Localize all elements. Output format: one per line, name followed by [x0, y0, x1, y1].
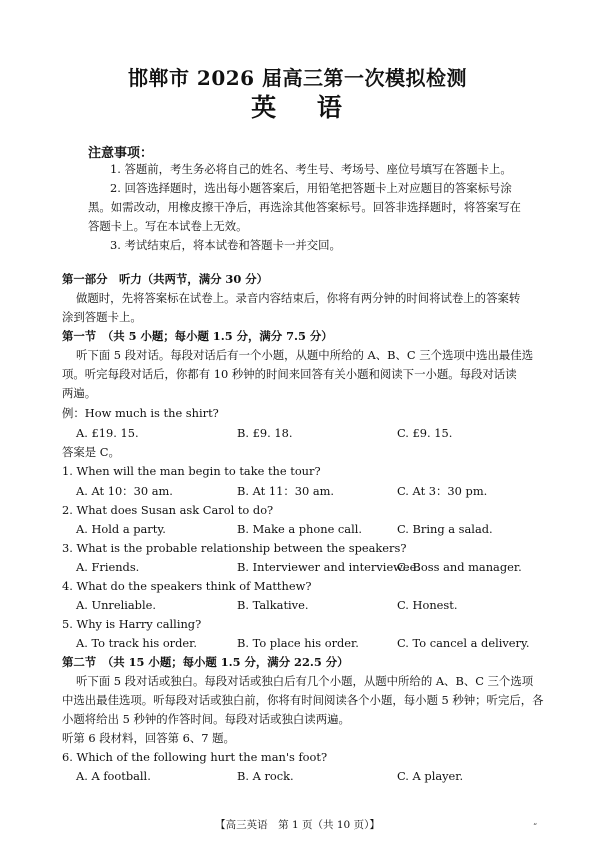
q3-option-b: B. Interviewer and interviewee.: [237, 560, 421, 574]
example-option-a: A. £19. 15.: [76, 426, 139, 440]
question-1: 1. When will the man begin to take the tour?: [62, 464, 321, 478]
q1-option-b: B. At 11：30 am.: [237, 484, 335, 498]
section2-intro-1: 听下面 5 段对话或独白。每段对话或独白后有几个小题，从题中所给的 A、B、C 三个选项: [76, 674, 534, 688]
q4-option-c: C. Honest.: [397, 598, 458, 612]
example-answer: 答案是 C。: [62, 445, 120, 459]
section2-intro-2: 中选出最佳选项。听每段对话或独白前，你将有时间阅读各个小题，每小题 5 秒钟；听完后，各: [62, 693, 544, 707]
note-line-5: 3. 考试结束后，将本试卷和答题卡一并交回。: [110, 238, 341, 252]
section2-intro-3: 小题将给出 5 秒钟的作答时间。每段对话或独白读两遍。: [62, 712, 350, 726]
section1-intro-1: 听下面 5 段对话。每段对话后有一个小题，从题中所给的 A、B、C 三个选项中选出最佳选: [76, 348, 534, 362]
part1-intro-1: 做题时，先将答案标在试卷上。录音内容结束后，你将有两分钟的时间将试卷上的答案转: [76, 291, 521, 305]
exam-title: 邯郸市 2026 届高三第一次模拟检测: [127, 66, 468, 90]
q1-option-c: C. At 3：30 pm.: [397, 484, 488, 498]
example-question: 例：How much is the shirt?: [62, 406, 219, 420]
q6-option-b: B. A rock.: [237, 769, 294, 783]
section1-intro-3: 两遍。: [62, 386, 97, 400]
q3-option-a: A. Friends.: [76, 560, 140, 574]
notes-heading: 注意事项：: [88, 146, 154, 161]
material-instruction: 听第 6 段材料，回答第 6、7 题。: [62, 731, 235, 745]
q3-option-c: C. Boss and manager.: [397, 560, 522, 574]
section1-heading: 第一节 （共 5 小题；每小题 1.5 分，满分 7.5 分）: [62, 329, 333, 343]
q4-option-b: B. Talkative.: [237, 598, 309, 612]
q6-option-c: C. A player.: [397, 769, 464, 783]
page-footer: 【高三英语 第 1 页（共 10 页）】: [215, 819, 380, 831]
question-4: 4. What do the speakers think of Matthew?: [62, 579, 312, 593]
q2-option-b: B. Make a phone call.: [237, 522, 363, 536]
part1-heading: 第一部分 听力（共两节，满分 30 分）: [62, 272, 269, 286]
q6-option-a: A. A football.: [76, 769, 151, 783]
question-2: 2. What does Susan ask Carol to do?: [62, 503, 274, 517]
q2-option-a: A. Hold a party.: [76, 522, 166, 536]
part1-intro-2: 涂到答题卡上。: [62, 310, 142, 324]
section1-intro-2: 项。听完每段对话后，你都有 10 秒钟的时间来回答有关小题和阅读下一小题。每段对话读: [62, 367, 517, 381]
exam-subject: 英 语: [251, 93, 344, 122]
q5-option-b: B. To place his order.: [237, 636, 359, 650]
q1-option-a: A. At 10：30 am.: [76, 484, 173, 498]
q4-option-a: A. Unreliable.: [76, 598, 156, 612]
q2-option-c: C. Bring a salad.: [397, 522, 493, 536]
question-3: 3. What is the probable relationship between the speakers?: [62, 541, 407, 555]
note-line-3: 黑。如需改动，用橡皮擦干净后，再选涂其他答案标号。回答非选择题时，将答案写在: [88, 200, 521, 214]
example-option-c: C. £9. 15.: [397, 426, 453, 440]
example-option-b: B. £9. 18.: [237, 426, 293, 440]
note-line-2: 2. 回答选择题时，选出每小题答案后，用铅笔把答题卡上对应题目的答案标号涂: [110, 181, 512, 195]
question-5: 5. Why is Harry calling?: [62, 617, 202, 631]
question-6: 6. Which of the following hurt the man's foot?: [62, 750, 328, 764]
q5-option-a: A. To track his order.: [76, 636, 197, 650]
note-line-1: 1. 答题前，考生务必将自己的姓名、考生号、考场号、座位号填写在答题卡上。: [110, 162, 512, 176]
q5-option-c: C. To cancel a delivery.: [397, 636, 530, 650]
page-corner-mark: “: [533, 822, 538, 831]
section2-heading: 第二节 （共 15 小题；每小题 1.5 分，满分 22.5 分）: [62, 655, 349, 669]
note-line-4: 答题卡上。写在本试卷上无效。: [88, 219, 248, 233]
